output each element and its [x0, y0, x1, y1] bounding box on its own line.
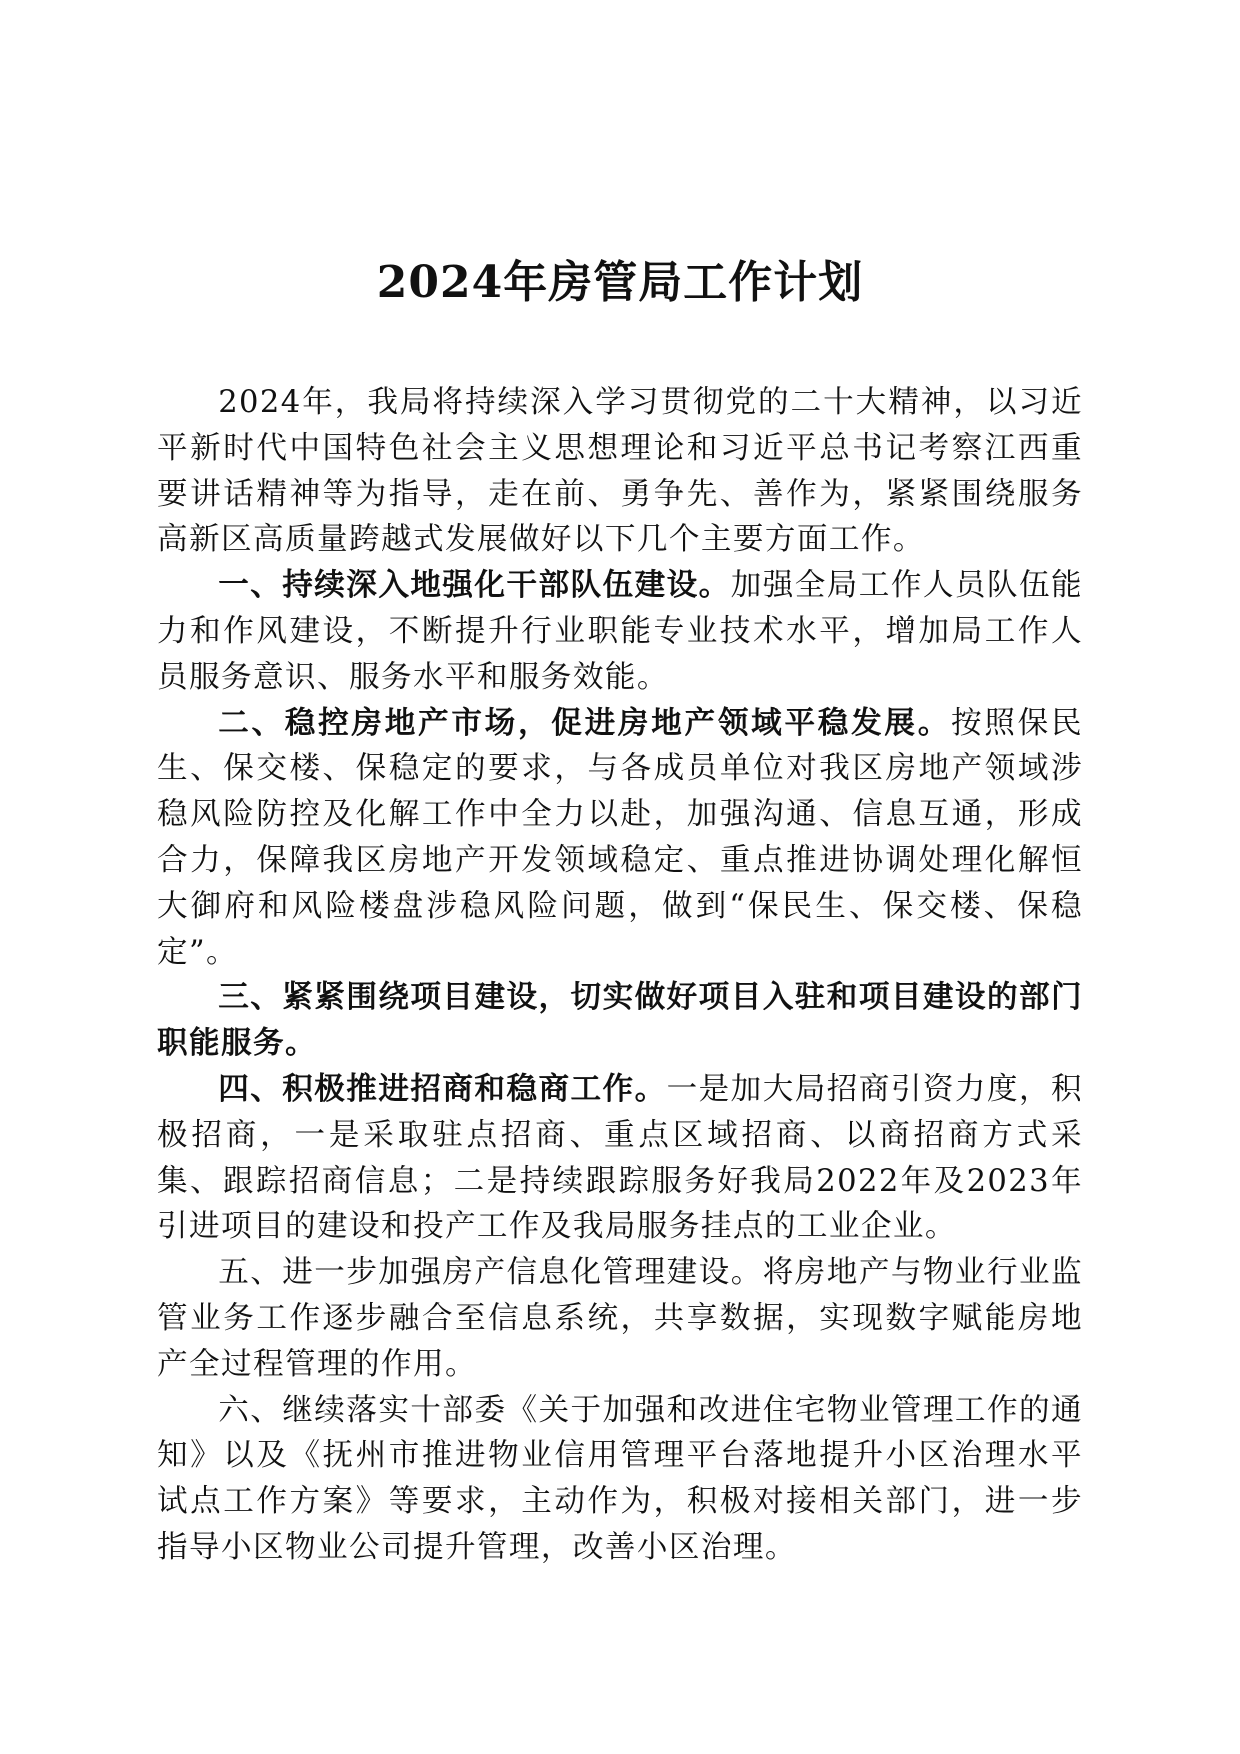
paragraph-heading: 四、积极推进招商和稳商工作。 [218, 1071, 667, 1107]
paragraph-item-3 [157, 975, 1083, 1067]
paragraph-heading: 三、紧紧围绕项目建设，切实做好项目入驻和项目建设的部门职能服务。 [157, 980, 1083, 1062]
paragraph-text: 按照保民生、保交楼、保稳定的要求，与各成员单位对我区房地产领域涉稳风险防控及化解工作中全力以赴，加强沟通、信息互通，形成合力，保障我区房地产开发领域稳定、重点推进协调处理化解恒大御府和风险楼盘涉稳风险问题，做到“保民生、保交楼、保稳定”。 [157, 705, 1083, 970]
paragraph-text: 五、进一步加强房产信息化管理建设。将房地产与物业行业监管业务工作逐步融合至信息系统，共享数据，实现数字赋能房地产全过程管理的作用。 [157, 1255, 1083, 1382]
paragraph-text: 2024年，我局将持续深入学习贯彻党的二十大精神，以习近平新时代中国特色社会主义思想理论和习近平总书记考察江西重要讲话精神等为指导，走在前、勇争先、善作为，紧紧围绕服务高新区高质量跨越式发展做好以下几个主要方面工作。 [157, 385, 1083, 558]
paragraph-heading: 一、持续深入地强化干部队伍建设。 [218, 568, 731, 604]
paragraph-text: 六、继续落实十部委《关于加强和改进住宅物业管理工作的通知》以及《抚州市推进物业信用管理平台落地提升小区治理水平试点工作方案》等要求，主动作为，积极对接相关部门，进一步指导小区物业公司提升管理，改善小区治理。 [157, 1392, 1083, 1565]
paragraph-item-4 [157, 1067, 1083, 1250]
paragraph-item-6 [157, 1388, 1083, 1571]
paragraph-item-2 [157, 701, 1083, 976]
paragraph-item-5 [157, 1250, 1083, 1387]
document-body [157, 380, 1083, 1571]
paragraph-item-1 [157, 563, 1083, 700]
paragraph-text: 一是加大局招商引资力度，积极招商，一是采取驻点招商、重点区域招商、以商招商方式采集、跟踪招商信息；二是持续跟踪服务好我局2022年及2023年引进项目的建设和投产工作及我局服务挂点的工业企业。 [157, 1071, 1083, 1245]
document-title: 2024年房管局工作计划 [376, 257, 864, 308]
paragraph-text: 加强全局工作人员队伍能力和作风建设，不断提升行业职能专业技术水平，增加局工作人员服务意识、服务水平和服务效能。 [157, 568, 1083, 695]
paragraph-heading: 二、稳控房地产市场，促进房地产领域平稳发展。 [218, 705, 952, 741]
paragraph-intro [157, 380, 1083, 563]
